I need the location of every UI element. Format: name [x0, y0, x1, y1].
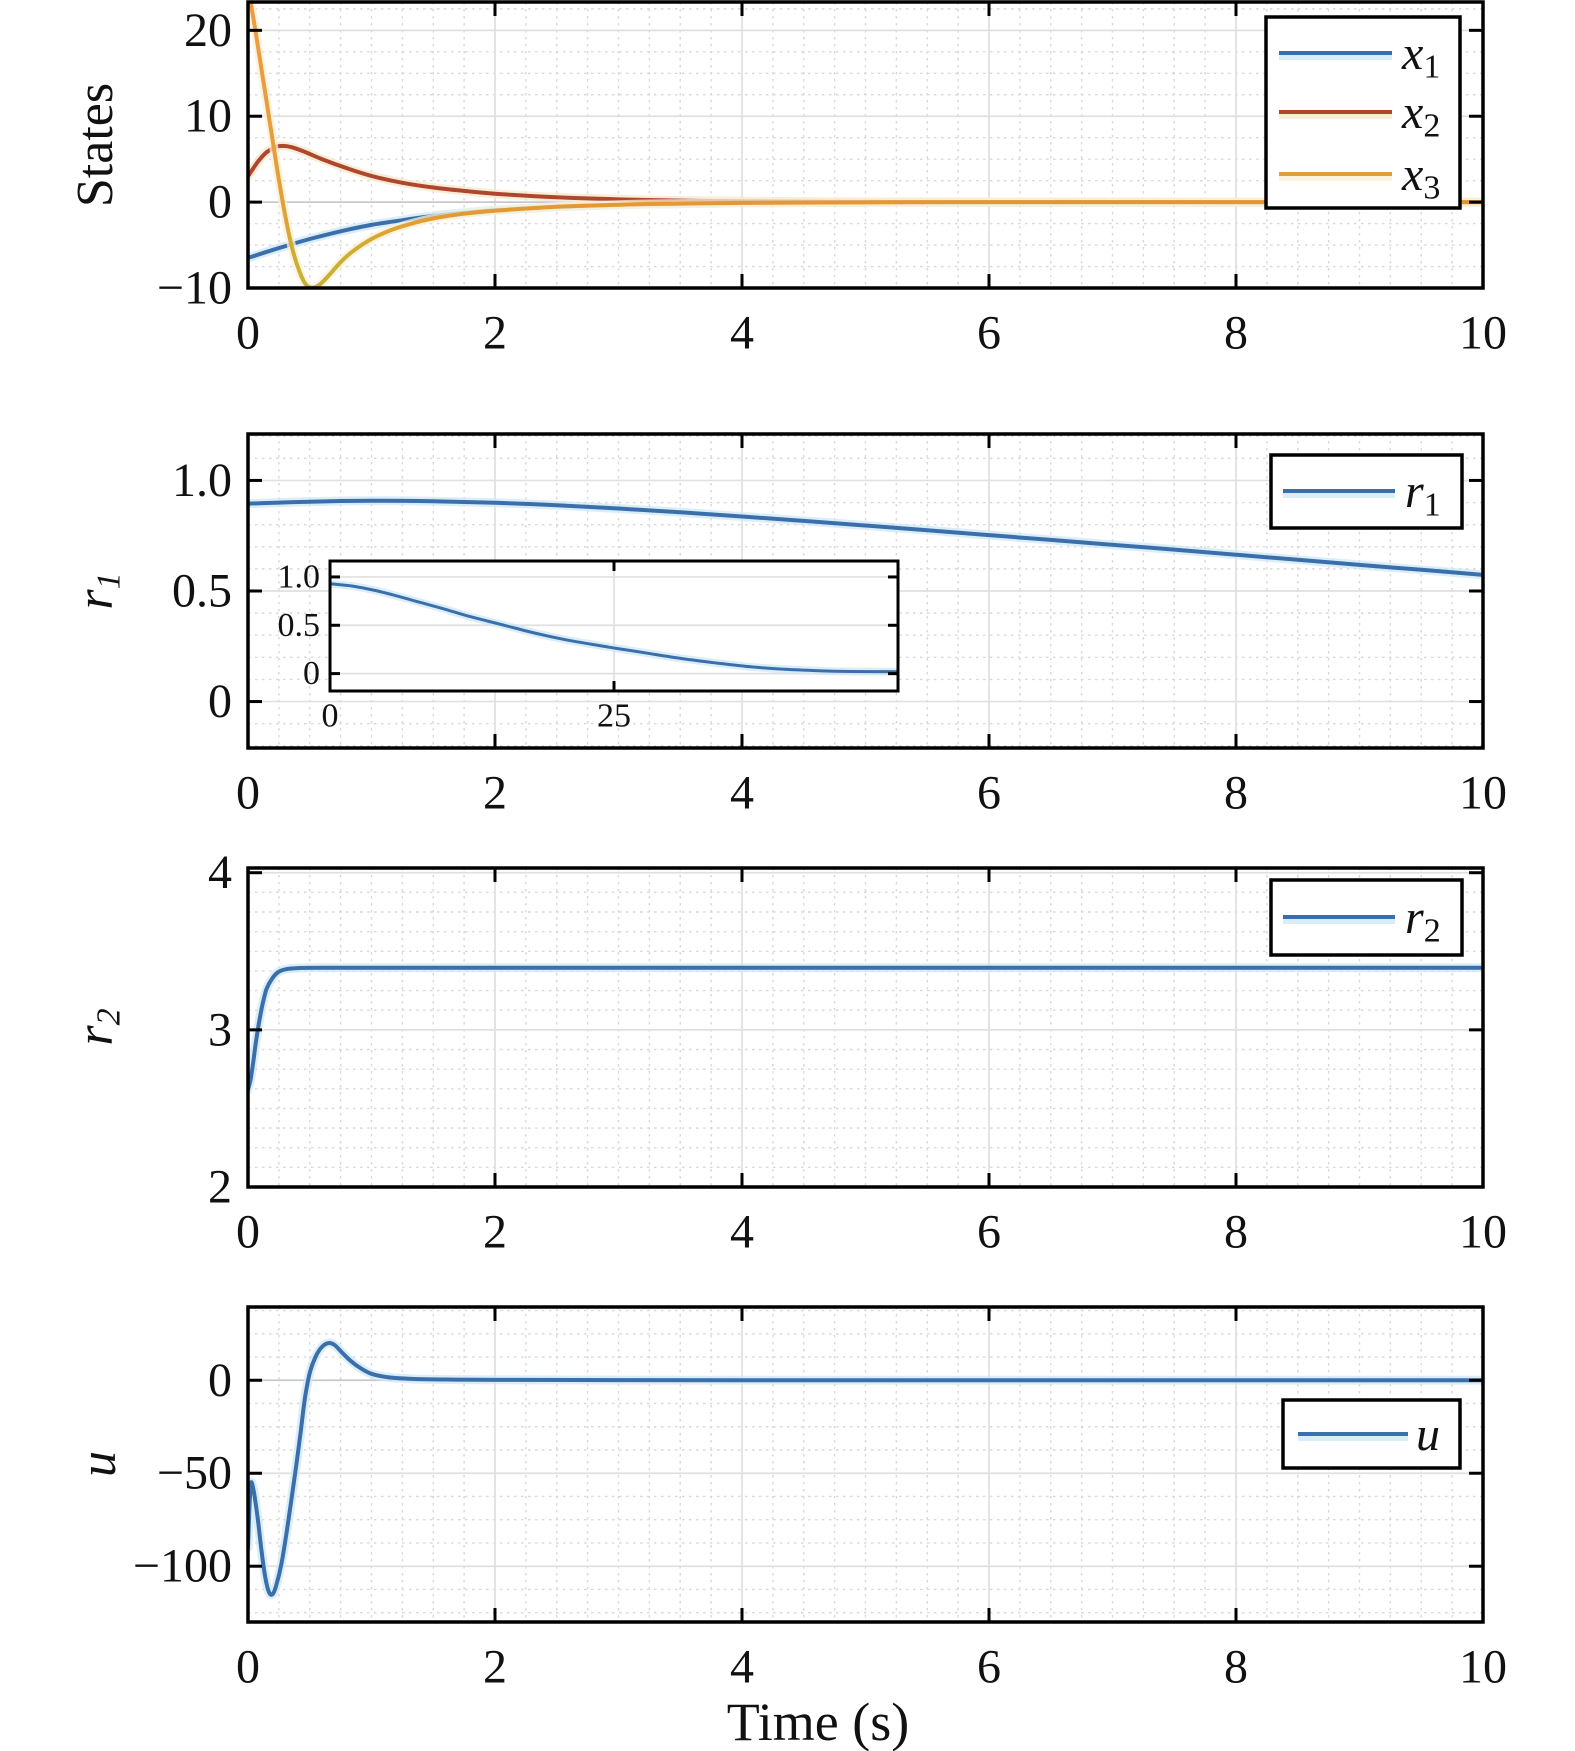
x-tick-label: 2 — [483, 1205, 507, 1259]
x-tick-label: 6 — [977, 1205, 1001, 1259]
y-tick-label: 1.0 — [277, 558, 320, 596]
x-tick-label: 10 — [1459, 1640, 1507, 1694]
plot-r1-legend — [1271, 455, 1462, 528]
y-tick-label: 0 — [208, 1353, 232, 1407]
plot-x1-legend — [1266, 17, 1460, 208]
x-tick-label: 0 — [236, 766, 260, 820]
y-tick-label: 2 — [208, 1160, 232, 1214]
x-tick-label: 6 — [977, 1640, 1001, 1694]
plot-r2-ylabel: $r_2$ — [66, 1008, 128, 1046]
plot-r2-legend — [1271, 880, 1462, 955]
y-tick-label: 1.0 — [172, 453, 232, 507]
y-tick-label: 3 — [208, 1003, 232, 1057]
x-tick-label: 2 — [483, 766, 507, 820]
x-tick-label: 4 — [730, 766, 754, 820]
x-tick-label: 10 — [1459, 766, 1507, 820]
x-tick-label: 8 — [1224, 1640, 1248, 1694]
x-tick-label: 8 — [1224, 1205, 1248, 1259]
x-tick-label: 25 — [597, 697, 631, 735]
y-tick-label: −50 — [156, 1446, 232, 1500]
y-tick-label: 0 — [303, 655, 320, 693]
x-tick-label: 10 — [1459, 1205, 1507, 1259]
x-tick-label: 8 — [1224, 306, 1248, 360]
y-tick-label: 10 — [184, 89, 232, 143]
x-tick-label: 4 — [730, 306, 754, 360]
x-tick-label: 2 — [483, 1640, 507, 1694]
y-tick-label: 4 — [208, 846, 232, 900]
legend-entry-label: $x_2$ — [1402, 85, 1441, 144]
plot-r1-ylabel: $r_1$ — [66, 572, 128, 610]
x-tick-label: 4 — [730, 1640, 754, 1694]
x-tick-label: 0 — [321, 697, 339, 735]
x-tick-label: 0 — [236, 306, 260, 360]
y-tick-label: 0.5 — [172, 564, 232, 618]
legend-entry-label: $x_3$ — [1402, 147, 1441, 206]
plot-x1-ylabel: States — [66, 82, 124, 208]
y-tick-label: 20 — [184, 3, 232, 57]
legend-entry-label: u — [1416, 1407, 1440, 1461]
y-tick-label: −100 — [132, 1539, 232, 1593]
x-tick-label: 6 — [977, 766, 1001, 820]
x-tick-label: 0 — [236, 1205, 260, 1259]
plot-u-group — [133, 1307, 1507, 1694]
legend-entry-label: $r_2$ — [1405, 890, 1441, 949]
y-tick-label: 0 — [208, 675, 232, 729]
x-tick-label: 0 — [236, 1640, 260, 1694]
x-tick-label: 8 — [1224, 766, 1248, 820]
plot-u-legend — [1283, 1400, 1460, 1468]
y-tick-label: 0 — [208, 175, 232, 229]
x-tick-label: 2 — [483, 306, 507, 360]
x-tick-label: 6 — [977, 306, 1001, 360]
y-tick-label: 0.5 — [277, 606, 320, 644]
legend-entry-label: $r_1$ — [1405, 464, 1441, 523]
x-tick-label: 4 — [730, 1205, 754, 1259]
x-axis-title: Time (s) — [726, 1692, 910, 1751]
plot-u-ylabel: u — [69, 1451, 127, 1477]
legend-entry-label: $x_1$ — [1402, 26, 1441, 85]
y-tick-label: −10 — [156, 261, 232, 315]
x-tick-label: 10 — [1459, 306, 1507, 360]
